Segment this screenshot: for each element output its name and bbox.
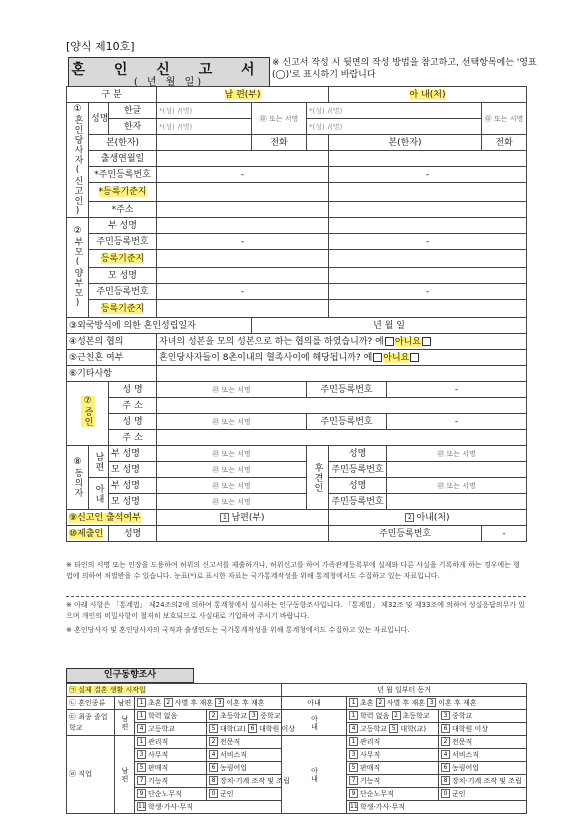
groom-father-base-field[interactable] <box>157 250 329 268</box>
consent-groom-label: 남편 <box>89 446 109 478</box>
foreign-date-field[interactable]: 년 월 일 <box>252 318 527 334</box>
submitter-rrn-label: 주민등록번호 <box>329 526 482 542</box>
groom-marriage-options[interactable]: 1 초혼 2 사별 후 재혼 3 이혼 후 재혼 <box>135 697 282 710</box>
attendance-label: ⑨신고인 출석여부 <box>69 512 141 523</box>
bride-origin-label: 본(한자) <box>329 135 482 151</box>
consanguinity-no-checkbox[interactable] <box>410 353 419 362</box>
groom-phone-label: 전화 <box>252 135 307 151</box>
witness1-address-field[interactable] <box>157 398 527 414</box>
groom-birth-field[interactable] <box>157 151 329 167</box>
bride-father-consent-seal[interactable]: ㊞ 또는 서명 <box>157 478 307 494</box>
witness2-rrn-label: 주민등록번호 <box>307 414 387 430</box>
submitter-name-field[interactable] <box>157 526 329 542</box>
groom-father-rrn-field[interactable]: - <box>157 234 329 250</box>
groom-base-field[interactable] <box>157 183 329 202</box>
guardian2-name-label: 성명 <box>329 478 387 494</box>
section2-label: ②부모(양부모) <box>67 218 89 318</box>
base-label: *등록기준지 <box>98 187 147 197</box>
marriage-type-label: ㉡ 혼인종류 <box>67 697 115 710</box>
submitter-rrn-field[interactable]: - <box>482 526 527 542</box>
surname-yes-checkbox[interactable] <box>385 337 394 346</box>
education-label: ㉢ 최종 졸업학교 <box>67 710 115 736</box>
bride-base-field[interactable] <box>329 183 527 202</box>
survey-table: ㉠ 실제 결혼 생활 시작일 년 월 일부터 동거 ㉡ 혼인종류 남편 1 초혼 2 사별 후 재혼 3 이혼 후 재혼 아내 1 초혼 2 사별 후 재혼 3 이혼 후 재혼 ㉢ 최종 졸업학교 남편 1 학력 없음 2 초등학교 3 중학교 아내 1 학력 없음 2 초등학교 3 중학교 4 고등학교 5 대학(교) 6 대학원 이상 4 고등학교 5 대학(교) 6 대학원 이상 ㉣ 직업 남편 1 관리직 2 전문직 아내 1 관리직 2 전문직 3 사무직 4 서비스직 3 사무직 4 서비스직 5 판매직 6 농림어업 5 판매직 6 농림어업 7 기능직 8 장치·기계 조작 및 조립 7 기능직 8 장치·기계 조작 및 조립 9 단순노무직 0 군인 9 단순노무직 0 군인 11 학생·가사·무직 11 학생·가사·무직 <box>66 683 527 814</box>
groom-phone-field[interactable] <box>307 135 329 151</box>
groom-mother-name-field[interactable] <box>157 268 329 284</box>
father-rrn-label: 주민등록번호 <box>89 234 157 250</box>
bride-father-base-field[interactable] <box>329 250 527 268</box>
witness2-name-label: 성 명 <box>109 414 157 430</box>
guardian1-rrn-label: 주민등록번호 <box>329 462 387 478</box>
header-groom: 남 편(부) <box>224 89 261 100</box>
groom-rrn-field[interactable]: - <box>157 167 329 183</box>
groom-mother-consent-seal[interactable]: ㊞ 또는 서명 <box>157 462 307 478</box>
guardian2-rrn-field[interactable] <box>387 494 527 510</box>
groom-mother-base-field[interactable] <box>157 300 329 318</box>
name-label: 성명 <box>89 103 109 135</box>
consanguinity-question: 혼인당사자들이 8촌이내의 혈족사이에 해당됩니까? <box>159 352 361 363</box>
header-bride: 아 내(처) <box>409 89 446 100</box>
survey-tab: 인구동향조사 <box>66 668 194 683</box>
form-title: 혼 인 신 고 서 <box>71 62 267 78</box>
surname-no-checkbox[interactable] <box>422 337 431 346</box>
witness2-rrn-field[interactable]: - <box>387 414 527 430</box>
groom-origin-field[interactable] <box>157 135 252 151</box>
bride-address-field[interactable] <box>329 202 527 218</box>
birth-label: 출생연월일 <box>89 151 157 167</box>
witness1-rrn-field[interactable]: - <box>387 382 527 398</box>
section8-label: ⑧동의자 <box>67 446 89 510</box>
father-base-label: 등록기준지 <box>100 253 145 264</box>
address-label: *주소 <box>89 202 157 218</box>
surname-agreement-question: 자녀의 성본을 모의 성본으로 하는 협의를 하였습니까? <box>159 336 373 347</box>
submitter-label: ⑩제출인 <box>69 528 104 539</box>
instructions-note: ※ 신고서 작성 시 뒷면의 작성 방법을 참고하고, 선택항목에는 '영표(◯)'로 표시하기 바랍니다 <box>272 58 537 80</box>
consanguinity-label: ⑤근친혼 여부 <box>67 350 157 366</box>
mother-base-label: 등록기준지 <box>100 303 145 314</box>
bride-rrn-field[interactable]: - <box>329 167 527 183</box>
father-name-label: 부 성명 <box>89 218 157 234</box>
witness1-rrn-label: 주민등록번호 <box>307 382 387 398</box>
groom-hanja-field[interactable]: *(성) /(명) <box>157 119 252 135</box>
bride-hanja-field[interactable]: *(성) /(명) <box>307 119 482 135</box>
guardian2-seal[interactable]: ㊞ 또는 서명 <box>387 478 527 494</box>
other-label: ⑥기타사항 <box>67 366 157 382</box>
witness2-address-label: 주 소 <box>109 430 157 446</box>
witness1-seal[interactable]: ㊞ 또는 서명 <box>157 382 307 398</box>
mother-name-label: 모 성명 <box>89 268 157 284</box>
cohab-label: ㉠ 실제 결혼 생활 시작일 <box>69 685 146 694</box>
form-title-box <box>68 57 270 87</box>
groom-father-name-field[interactable] <box>157 218 329 234</box>
attendance-opt1[interactable]: 남편(부) <box>231 512 265 523</box>
cohab-date-field[interactable]: 년 월 일부터 동거 <box>282 684 527 697</box>
other-field[interactable] <box>157 366 527 382</box>
guardian1-name-label: 성명 <box>329 446 387 462</box>
bride-mother-consent-seal[interactable]: ㊞ 또는 서명 <box>157 494 307 510</box>
bride-birth-field[interactable] <box>329 151 527 167</box>
bride-father-rrn-field[interactable]: - <box>329 234 527 250</box>
groom-address-field[interactable] <box>157 202 329 218</box>
bride-mother-base-field[interactable] <box>329 300 527 318</box>
consent-bride-label: 아내 <box>89 478 109 510</box>
witness1-address-label: 주 소 <box>109 398 157 414</box>
hangul-label: 한글 <box>109 103 157 119</box>
groom-mother-rrn-field[interactable]: - <box>157 284 329 300</box>
bride-mother-rrn-field[interactable]: - <box>329 284 527 300</box>
attendance-opt2[interactable]: 아내(처) <box>416 512 450 523</box>
rrn-label: *주민등록번호 <box>89 167 157 183</box>
form-title-date: ( 년 월 일) <box>133 77 205 88</box>
divider <box>66 596 526 597</box>
witness1-name-label: 성 명 <box>109 382 157 398</box>
guardian-label: 후견인 <box>307 446 329 510</box>
groom-father-consent-seal[interactable]: ㊞ 또는 서명 <box>157 446 307 462</box>
legal-note-3: ※ 혼인당사자 및 혼인당사자의 국적과 출생연도는 국가통계작성을 위해 통계청에서도 수집하고 있는 자료입니다. <box>66 626 410 634</box>
marriage-report-table: 구 분 남 편(부) 아 내(처) ①혼인당사자(신고인) 성명 한글 *(성) /(명) ㊞ 또는 서명 *(성) /(명) ㊞ 또는 서명 한자 *(성) /(명) *(성) /(명) 본(한자) 전화 본(한자) 전화 출생연월일 *주민등록번호 - - *등록기준지 *주소 ②부모(양부모) 부 성명 주민등록번호 - - 등록기준지 모 성명 주민등록번호 - - 등록기준지 ③외국방식에 의한 혼인성립일자 년 월 일 ④성본의 협의 자녀의 성본을 모의 성본으로 하는 협의를 하였습니까? 예 아니요 ⑤근친혼 여부 혼인당사자들이 8촌이내의 혈족사이에 해당됩니까? 예 아니요 ⑥기타사항 ⑦증인 성 명 ㊞ 또는 서명 주민등록번호 - 주 소 성 명 ㊞ 또는 서명 주민등록번호 - 주 소 ⑧동의자 남편 부 성명 ㊞ 또는 서명 후견인 성명 ㊞ 또는 서명 모 성명 ㊞ 또는 서명 주민등록번호 아내 부 성명 ㊞ 또는 서명 성명 ㊞ 또는 서명 모 성명 ㊞ 또는 서명 주민등록번호 ⑨신고인 출석여부 1 남편(부) 2 아내(처) ⑩제출인 성명 주민등록번호 - <box>66 86 527 542</box>
legal-note-2: ※ 아래 사항은 「통계법」 제24조의2에 의하여 통계청에서 실시하는 인구동향조사입니다. 「통계법」 제32조 및 제33조에 의하여 성실응답의무가 있으며 개인의 비밀사항이 철저히 보호되므로 사실대로 기입하여 주시기 바랍니다. <box>66 601 526 620</box>
guardian1-rrn-field[interactable] <box>387 462 527 478</box>
bride-phone-label: 전화 <box>482 135 527 151</box>
form-number-label: [양식 제10호] <box>66 40 135 53</box>
submitter-name-label: 성명 <box>109 526 157 542</box>
consanguinity-yes-checkbox[interactable] <box>373 353 382 362</box>
surname-agreement-label: ④성본의 협의 <box>67 334 157 350</box>
guardian2-rrn-label: 주민등록번호 <box>329 494 387 510</box>
witness2-seal[interactable]: ㊞ 또는 서명 <box>157 414 307 430</box>
bride-seal[interactable]: ㊞ 또는 서명 <box>482 103 527 135</box>
header-category: 구 분 <box>67 87 157 103</box>
guardian1-seal[interactable]: ㊞ 또는 서명 <box>387 446 527 462</box>
mother-rrn-label: 주민등록번호 <box>89 284 157 300</box>
job-label: ㉣ 직업 <box>67 736 115 814</box>
foreign-date-label: ③외국방식에 의한 혼인성립일자 <box>67 318 252 334</box>
bride-mother-name-field[interactable] <box>329 268 527 284</box>
hanja-label: 한자 <box>109 119 157 135</box>
bride-hangul-field[interactable]: *(성) /(명) <box>307 103 482 119</box>
origin-label: 본(한자) <box>89 135 157 151</box>
section1-label: ①혼인당사자(신고인) <box>67 103 89 218</box>
bride-marriage-options[interactable]: 1 초혼 2 사별 후 재혼 3 이혼 후 재혼 <box>347 697 527 710</box>
section7-label: ⑦증인 <box>82 395 93 427</box>
groom-seal[interactable]: ㊞ 또는 서명 <box>252 103 307 135</box>
legal-note-1: ※ 타인의 서명 또는 인장을 도용하여 허위의 신고서를 제출하거나, 허위신고를 하여 가족관계등록부에 실제와 다른 사실을 기록하게 하는 경우에는 형법에 의하여 처벌받을 수 있습니다. 눈표(*)로 표시한 자료는 국가통계작성을 위해 통계청에서도 수집하고 있는 자료입니다. <box>66 561 520 580</box>
bride-father-name-field[interactable] <box>329 218 527 234</box>
groom-hangul-field[interactable]: *(성) /(명) <box>157 103 252 119</box>
witness2-address-field[interactable] <box>157 430 527 446</box>
